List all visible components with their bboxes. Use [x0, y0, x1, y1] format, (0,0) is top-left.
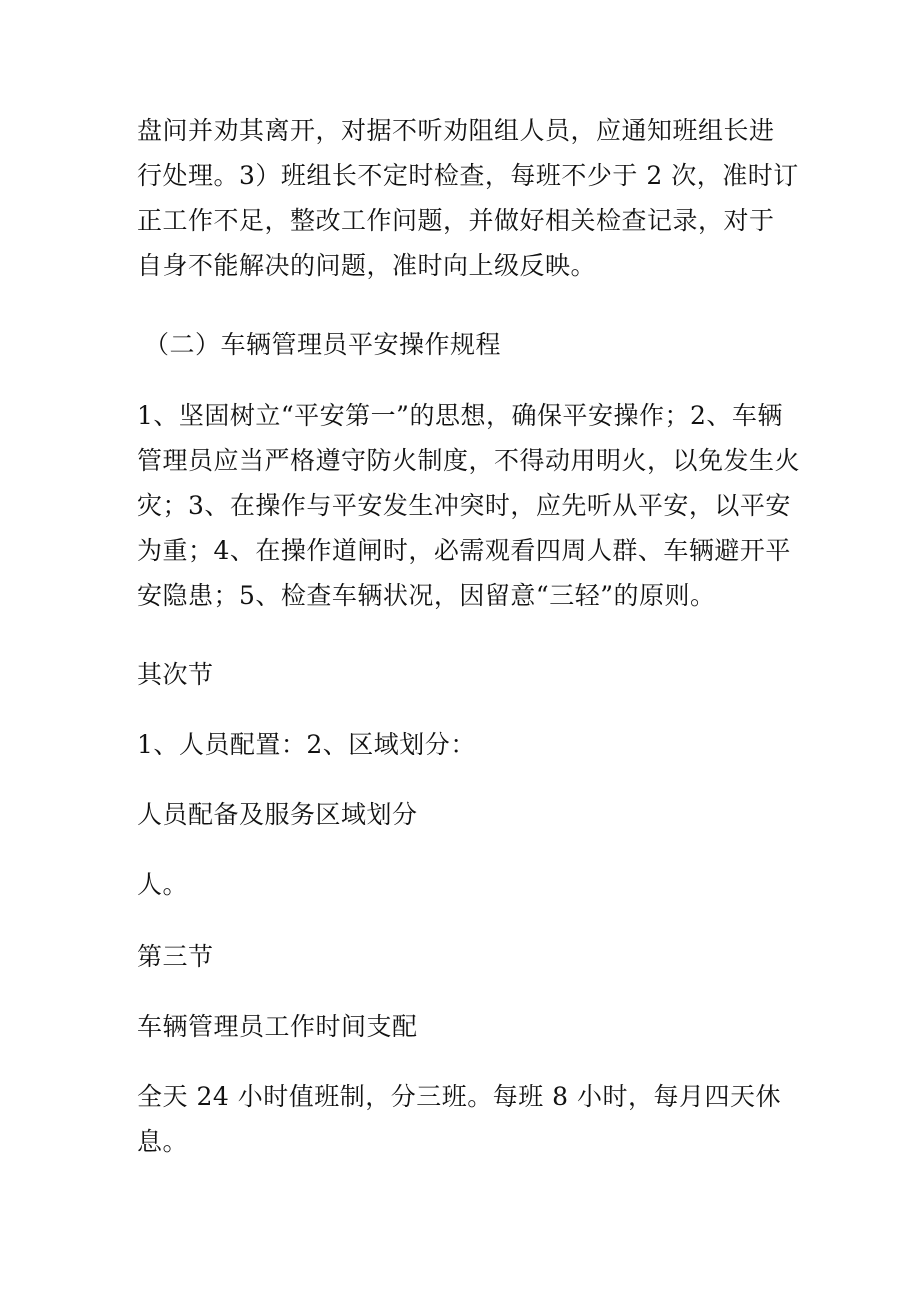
text-line: 车辆管理员工作时间支配	[137, 1012, 418, 1041]
text-line: 人。	[137, 870, 189, 899]
text-line: 灾；3、在操作与平安发生冲突时，应先听从平安，以平安	[137, 491, 791, 520]
text-line: 1、人员配置：2、区域划分：	[137, 730, 476, 759]
text-line: 正工作不足，整改工作问题，并做好相关检查记录，对于	[137, 206, 775, 235]
text-line: 人员配备及服务区域划分	[137, 800, 418, 829]
text-line: 1、坚固树立“平安第一”的思想，确保平安操作；2、车辆	[137, 401, 783, 430]
section-heading-third	[137, 934, 777, 979]
paragraph-patrol-duties	[137, 108, 799, 288]
text-line: 行处理。3）班组长不定时检查，每班不少于 2 次，准时订	[137, 161, 799, 190]
text-line: 为重；4、在操作道闸时，必需观看四周人群、车辆避开平	[137, 536, 791, 565]
paragraph-staff-config	[137, 722, 777, 767]
text-line: 盘问并劝其离开，对据不听劝阻组人员，应通知班组长进	[137, 116, 775, 145]
text-line: 自身不能解决的问题，准时向上级反映。	[137, 251, 597, 280]
text-line: 管理员应当严格遵守防火制度，不得动用明火，以免发生火	[137, 446, 801, 475]
section-heading-safety-rules	[144, 322, 784, 367]
paragraph-work-schedule-title	[137, 1004, 777, 1049]
text-line: 安隐患；5、检查车辆状况，因留意“三轻”的原则。	[137, 581, 716, 610]
text-line: 息。	[137, 1127, 189, 1156]
text-line: （二）车辆管理员平安操作规程	[144, 330, 502, 359]
paragraph-person	[137, 862, 777, 907]
paragraph-work-schedule	[137, 1074, 782, 1164]
paragraph-safety-rules	[137, 393, 801, 618]
paragraph-staff-area	[137, 792, 777, 837]
text-line: 其次节	[137, 660, 214, 689]
text-line: 全天 24 小时值班制，分三班。每班 8 小时，每月四天休	[137, 1082, 782, 1111]
text-line: 第三节	[137, 942, 214, 971]
section-heading-second	[137, 652, 777, 697]
